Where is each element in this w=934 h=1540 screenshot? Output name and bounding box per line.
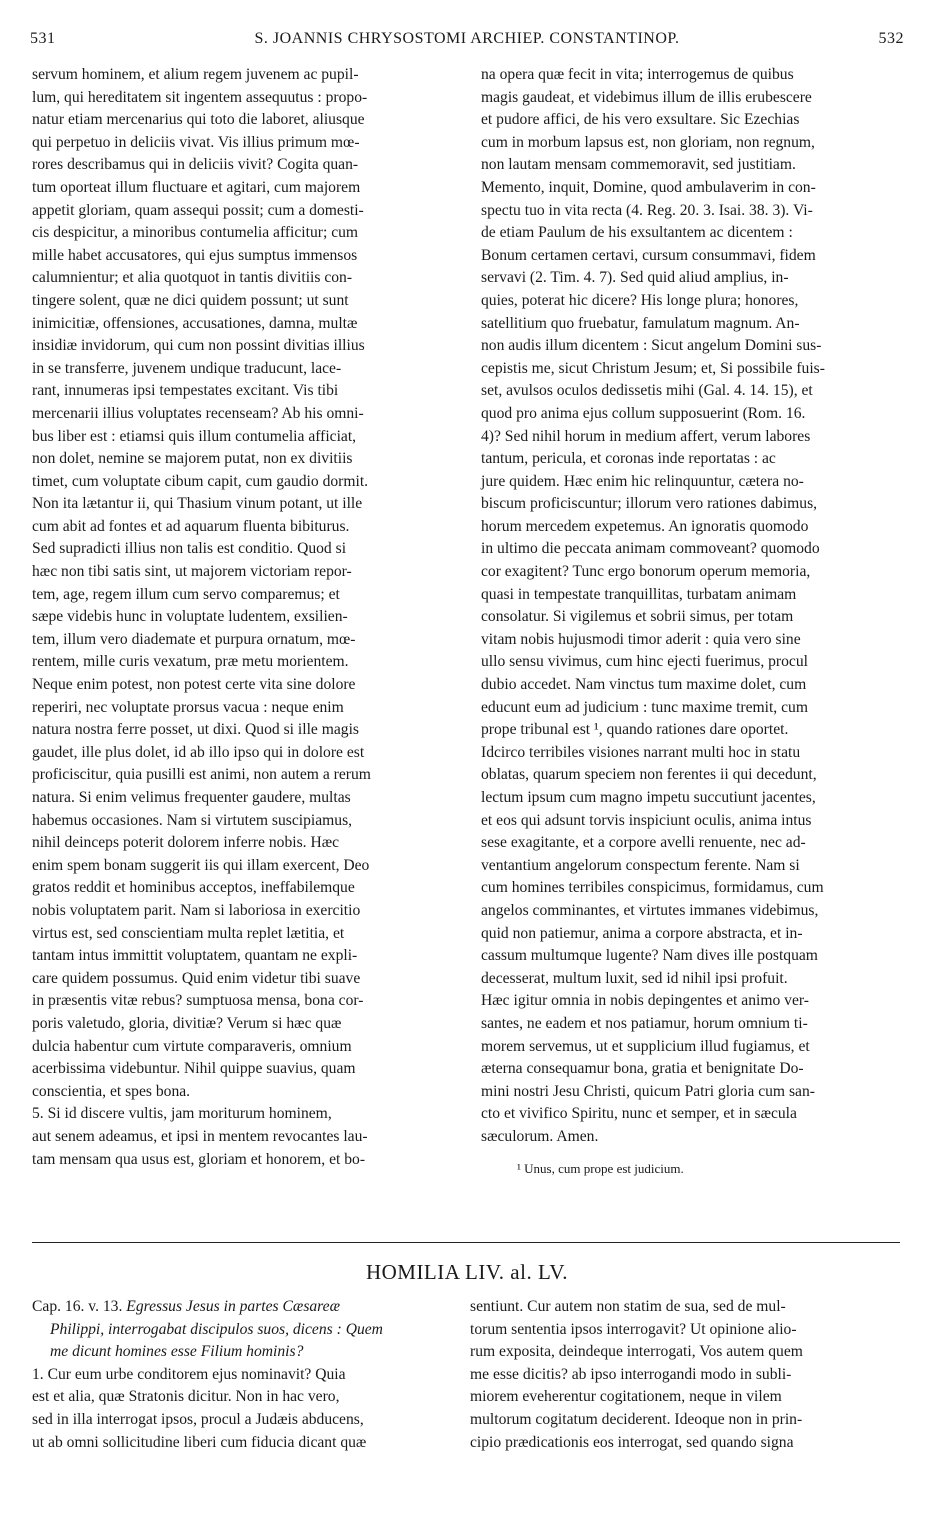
section-divider-rule <box>32 1242 900 1243</box>
text-line: Non ita lætantur ii, qui Thasium vinum potant, ut ille <box>32 495 363 513</box>
text-line: cum in morbum lapsus est, non gloriam, non regnum, <box>481 133 815 151</box>
text-line: servavi (2. Tim. 4. 7). Sed quid aliud amplius, in- <box>481 269 789 287</box>
text-line: cassum multumque lugente? Nam dives ille postquam <box>481 947 818 965</box>
text-line: care quidem possumus. Quid enim videtur tibi suave <box>32 969 361 987</box>
text-line: calumnientur; et alia quotquot in tantis divitiis con- <box>32 269 353 287</box>
text-line: tantam intus immittit voluptatem, quantam ne expli- <box>32 947 358 965</box>
text-line: multorum cogitatum deciderent. Ideoque non in prin- <box>470 1410 803 1428</box>
text-line: virtus est, sed conscientiam multa replet lætitia, et <box>32 924 345 942</box>
text-line: lectum ipsum cum magno impetu succutiunt jacentes, <box>481 789 816 806</box>
text-line: bus liber est : etiamsi quis illum contumelia afficiat, <box>32 427 357 445</box>
text-line: est et alia, quæ Stratonis dicitur. Non in hac vero, <box>32 1388 340 1406</box>
text-line: conscientia, et spes bona. <box>32 1082 191 1100</box>
text-line: Idcirco terribiles visiones narrant multi hoc in statu <box>481 743 801 761</box>
text-line: natur etiam mercenarius qui toto die laboret, aliusque <box>32 111 365 129</box>
text-line: tantum, pericula, et coronas inde reportatas : ac <box>481 450 776 468</box>
text-line: spectu tuo in vita recta (4. Reg. 20. 3. Isai. 38. 3). Vi- <box>481 201 813 219</box>
text-line: santes, ne eadem et nos patiamur, horum omnium ti- <box>481 1014 808 1032</box>
text-line: hæc non tibi satis sint, ut majorem victoriam repor- <box>32 563 352 581</box>
text-line: tam mensam qua usus est, gloriam et honorem, et bo- <box>32 1150 366 1168</box>
page-number-right: 532 <box>878 30 904 47</box>
text-line: rum exposita, deindeque interrogati, Vos autem quem <box>470 1343 803 1361</box>
text-line: tum oporteat illum fluctuare et agitari, cum majorem <box>32 178 361 196</box>
text-line: natura nostra ferre posset, ut dixi. Quod si ille magis <box>32 721 359 739</box>
text-line: in præsentis vitæ rebus? sumptuosa mensa, bona cor- <box>32 992 364 1010</box>
running-title: S. JOANNIS CHRYSOSTOMI ARCHIEP. CONSTANTINOP. <box>254 30 680 47</box>
text-line: 5. Si id discere vultis, jam moriturum hominem, <box>32 1105 332 1123</box>
text-line: Bonum certamen certavi, cursum consummavi, fidem <box>481 246 816 264</box>
text-line: sed in illa interrogat ipsos, procul a Judæis abducens, <box>32 1410 364 1428</box>
left-column <box>32 64 456 1171</box>
text-line: dulcia habentur cum virtute comparaveris, omnium <box>32 1037 352 1055</box>
text-line: rentem, mille curis vexatum, præ metu morientem. <box>32 653 349 671</box>
text-line: sæculorum. Amen. <box>481 1127 599 1145</box>
text-line: sentiunt. Cur autem non statim de sua, sed de mul- <box>470 1298 786 1315</box>
homily-left-column <box>32 1296 450 1454</box>
text-line: 4)? Sed nihil horum in medium affert, verum labores <box>481 427 811 445</box>
text-line: dubio accedet. Nam vinctus tum maxime dolet, cum <box>481 676 807 694</box>
chapter-text-2: Philippi, interrogabat discipulos suos, dicens : Quem <box>50 1320 383 1338</box>
text-line: non dolet, nemine se majorem putat, non ex divitiis <box>32 450 353 468</box>
text-line: me esse dicitis? ab ipso interrogandi modo in subli- <box>470 1365 792 1383</box>
text-line: tem, age, regem illum cum servo comparemus; et <box>32 585 340 603</box>
text-line: prope tribunal est ¹, quando rationes dare oportet. <box>481 721 789 739</box>
homily-left-lines <box>32 1364 450 1454</box>
text-line: poris valetudo, gloria, divitiæ? Verum si hæc quæ <box>32 1014 342 1032</box>
running-header <box>30 30 904 54</box>
chapter-text-1: Egressus Jesus in partes Cæsareæ <box>126 1298 340 1315</box>
text-line: ullo sensu vivimus, cum hinc ejecti fuerimus, procul <box>481 653 808 671</box>
text-line: sese exagitante, et a corpore avelli renuente, nec ad- <box>481 834 806 852</box>
text-line: servum hominem, et alium regem juvenem ac pupil- <box>32 66 359 83</box>
text-line: nihil deinceps poterit dolorem inferre nobis. Hæc <box>32 834 340 852</box>
text-line: cum abit ad fontes et ad aquarum fluenta bibiturus. <box>32 517 350 535</box>
text-line: educunt eum ad judicium : tunc maxime tremit, cum <box>481 698 808 716</box>
text-line: cum homines terribiles conspicimus, formidamus, cum <box>481 879 824 897</box>
homily-title: HOMILIA LIV. al. LV. <box>365 1260 569 1284</box>
text-line: decesserat, multum luxit, sed id nihil ipsi profuit. <box>481 969 788 987</box>
text-line: habemus occasiones. Nam si virtutem suscipiamus, <box>32 811 353 829</box>
text-line: insidiæ invidorum, qui cum non possint divitias illius <box>32 337 365 355</box>
text-line: Neque enim potest, non potest certe vita sine dolore <box>32 676 356 694</box>
text-line: gratos reddit et hominibus acceptos, ineffabilemque <box>32 879 355 897</box>
text-line: tem, illum vero diademate et purpura ornatum, mœ- <box>32 630 356 648</box>
text-line: magis gaudeat, et videbimus illum de illis erubescere <box>481 88 812 106</box>
text-line: et pudore affici, de his vero exsultare. Sic Ezechias <box>481 111 800 129</box>
chapter-reference <box>32 1296 450 1319</box>
text-line: rant, innumeras ipsi tempestates excitant. Vis tibi <box>32 382 339 400</box>
text-line: 1. Cur eum urbe conditorem ejus nominavit? Quia <box>32 1365 346 1383</box>
text-line: mercenarii illius voluptates recenseam? Ab his omni- <box>32 404 364 422</box>
page-number-left: 531 <box>30 30 56 47</box>
text-line: non audis illum dicentem : Sicut angelum Domini sus- <box>481 337 822 355</box>
text-line: jure quidem. Hæc enim hic relinquuntur, cætera no- <box>481 472 804 490</box>
text-line: morem servemus, ut et supplicium illud fugiamus, et <box>481 1037 810 1055</box>
text-line: æterna consequamur bona, gratia et benignitate Do- <box>481 1060 804 1078</box>
text-line: Sed supradicti illius non talis est conditio. Quod si <box>32 540 347 558</box>
text-line: angelos comminantes, et virtutes immanes videbimus, <box>481 901 819 919</box>
text-line: ventantium angelorum conspectum ferente. Nam si <box>481 856 800 874</box>
text-line: Memento, inquit, Domine, quod ambulaverim in con- <box>481 178 816 196</box>
text-line: timet, cum voluptate cibum capit, cum gaudio dormit. <box>32 472 369 490</box>
text-line: aut senem adeamus, et ipsi in mentem revocantes lau- <box>32 1127 368 1145</box>
text-line: quid non patiemur, anima a corpore abstracta, et in- <box>481 924 803 942</box>
text-line: rores describamus qui in deliciis vivit? Cogita quan- <box>32 156 359 174</box>
text-line: qui perpetuo in deliciis vivat. Vis illius primum mœ- <box>32 133 360 151</box>
text-line: natura. Si enim velimus frequenter gaudere, multas <box>32 789 351 806</box>
text-line: in ultimo die peccata animam commoveant? quomodo <box>481 540 820 558</box>
text-line: ut ab omni sollicitudine liberi cum fiducia dicant quæ <box>32 1433 367 1451</box>
text-line: quies, poterat hic dicere? His longe plura; honores, <box>481 291 799 309</box>
text-line: mille habet accusatores, qui ejus sumptus immensos <box>32 246 358 264</box>
text-line: Hæc igitur omnia in nobis depingentes et animo ver- <box>481 992 809 1010</box>
text-line: sæpe videbis hunc in voluptate ludentem, exsilien- <box>32 608 348 626</box>
text-line: na opera quæ fecit in vita; interrogemus de quibus <box>481 66 794 83</box>
text-line: torum sententia ipsos interrogavit? Ut opinione alio- <box>470 1320 797 1338</box>
footnote: ¹ Unus, cum prope est judicium. <box>517 1160 684 1176</box>
text-line: biscum proficiscuntur; illorum vero rationes dabimus, <box>481 495 818 513</box>
text-line: reperiri, nec voluptate prorsus vacua : neque enim <box>32 698 344 716</box>
text-line: in se transferre, juvenem undique traducunt, lace- <box>32 359 342 377</box>
text-line: vitam nobis hujusmodi timor aderit : quia vero sine <box>481 630 801 648</box>
text-line: lum, qui hereditatem sit ingentem assequutus : propo- <box>32 88 368 106</box>
chapter-label: Cap. 16. v. 13. <box>32 1298 123 1315</box>
text-line: non lautam mensam commemoravit, sed justitiam. <box>481 156 796 174</box>
text-line: oblatas, quarum speciem non ferentes ii qui decedunt, <box>481 766 817 784</box>
text-line: cto et vivifico Spiritu, nunc et semper, et in sæcula <box>481 1105 797 1123</box>
text-line: inimicitiæ, offensiones, accusationes, damna, multæ <box>32 314 358 332</box>
text-line: appetit gloriam, quam assequi possit; cum a domesti- <box>32 201 364 219</box>
right-column <box>481 64 898 1179</box>
text-line: nobis voluptatem parit. Nam si laboriosa in exercitio <box>32 901 361 919</box>
text-line: satellitium quo fruebatur, famulatum magnum. An- <box>481 314 800 332</box>
chapter-text-3: me dicunt homines esse Filium hominis? <box>50 1343 304 1361</box>
text-line: mini nostri Jesu Christi, quicum Patri gloria cum san- <box>481 1082 815 1100</box>
text-line: cipio prædicationis eos interrogat, sed quando signa <box>470 1433 794 1451</box>
text-line: acerbissima videbuntur. Nihil quippe suavius, quam <box>32 1060 356 1078</box>
text-line: cepistis me, sicut Christum Jesum; et, Si possibile fuis- <box>481 359 825 377</box>
text-line: cis despicitur, a minoribus contumelia afficitur; cum <box>32 224 359 242</box>
text-line: miorem eveherentur cogitationem, neque in vilem <box>470 1388 782 1406</box>
text-line: tingere solent, quæ ne dici quidem possunt; ut sunt <box>32 291 349 309</box>
text-line: proficiscitur, quia pusilli est animi, non autem a rerum <box>32 766 371 784</box>
text-line: et eos qui adsunt torvis inspiciunt oculis, anima intus <box>481 811 812 829</box>
text-line: gaudet, ille plus dolet, id ab illo ipso qui in dolore est <box>32 743 365 761</box>
text-line: consolatur. Si vigilemus et sobrii simus, per totam <box>481 608 794 626</box>
homily-right-column <box>470 1296 898 1454</box>
text-line: set, avulsos oculos dedissetis mihi (Gal. 4. 14. 15), et <box>481 382 813 400</box>
text-line: de etiam Paulum de his exsultantem ac dicentem : <box>481 224 793 242</box>
text-line: quasi in tempestate tranquillitas, turbatam animam <box>481 585 797 603</box>
text-line: enim spem bonam suggerit iis qui illam exercent, Deo <box>32 856 370 874</box>
text-line: horum mercedem expetemus. An ignoratis quomodo <box>481 517 809 535</box>
text-line: cor exagitent? Tunc ergo bonorum operum memoria, <box>481 563 811 581</box>
text-line: quod pro anima ejus collum supposuerint (Rom. 16. <box>481 404 806 422</box>
